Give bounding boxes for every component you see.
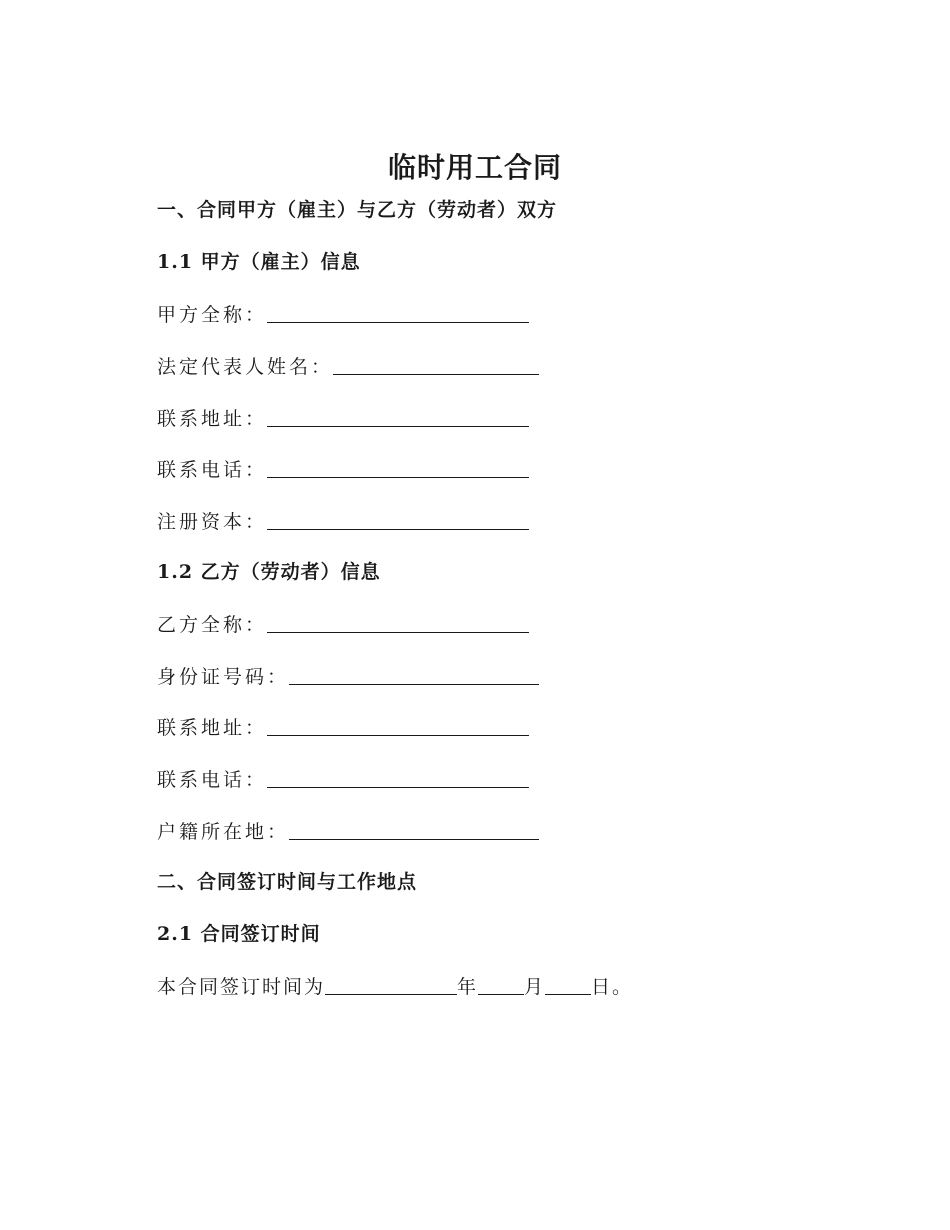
signing-year-blank[interactable] [325, 974, 457, 995]
signing-month-blank[interactable] [478, 974, 524, 995]
employer-capital-row [157, 507, 529, 536]
employer-info-heading: 1.1 甲方（雇主）信息 [157, 251, 361, 273]
field-label: 法定代表人姓名： [157, 356, 334, 378]
employer-legal-rep-blank[interactable] [333, 354, 539, 375]
field-label: 乙方全称： [157, 614, 268, 636]
worker-phone-blank[interactable] [267, 767, 529, 788]
signing-time-heading: 2.1 合同签订时间 [157, 923, 321, 945]
signing-day-blank[interactable] [545, 974, 591, 995]
worker-household-blank[interactable] [289, 819, 539, 840]
field-label: 注册资本： [157, 511, 268, 533]
employer-capital-blank[interactable] [267, 509, 529, 530]
field-label: 身份证号码： [157, 666, 290, 688]
field-label: 户籍所在地： [157, 821, 290, 843]
worker-address-blank[interactable] [267, 715, 529, 736]
employer-legal-rep-row [157, 352, 539, 381]
worker-household-row [157, 817, 539, 846]
field-label: 联系地址： [157, 717, 268, 739]
worker-id-number-row [157, 662, 539, 691]
field-label: 甲方全称： [157, 304, 268, 326]
employer-address-row [157, 404, 529, 433]
worker-phone-row [157, 765, 529, 794]
section-1-heading: 一、合同甲方（雇主）与乙方（劳动者）双方 [157, 199, 558, 221]
month-label: 月 [524, 976, 546, 998]
employer-phone-blank[interactable] [267, 457, 529, 478]
signing-date-prefix: 本合同签订时间为 [157, 976, 326, 998]
day-label: 日。 [591, 976, 634, 998]
employer-fullname-row [157, 300, 529, 329]
field-label: 联系电话： [157, 769, 268, 791]
field-label: 联系电话： [157, 459, 268, 481]
field-label: 联系地址： [157, 408, 268, 430]
employer-address-blank[interactable] [267, 406, 529, 427]
worker-id-number-blank[interactable] [289, 664, 539, 685]
employer-phone-row [157, 455, 529, 484]
section-2-heading: 二、合同签订时间与工作地点 [157, 871, 418, 893]
worker-info-heading: 1.2 乙方（劳动者）信息 [157, 561, 381, 583]
worker-fullname-blank[interactable] [267, 612, 529, 633]
year-label: 年 [457, 976, 479, 998]
worker-fullname-row [157, 610, 529, 639]
signing-date-row [157, 972, 633, 1001]
document-title: 临时用工合同 [387, 151, 562, 184]
employer-fullname-blank[interactable] [267, 302, 529, 323]
worker-address-row [157, 713, 529, 742]
